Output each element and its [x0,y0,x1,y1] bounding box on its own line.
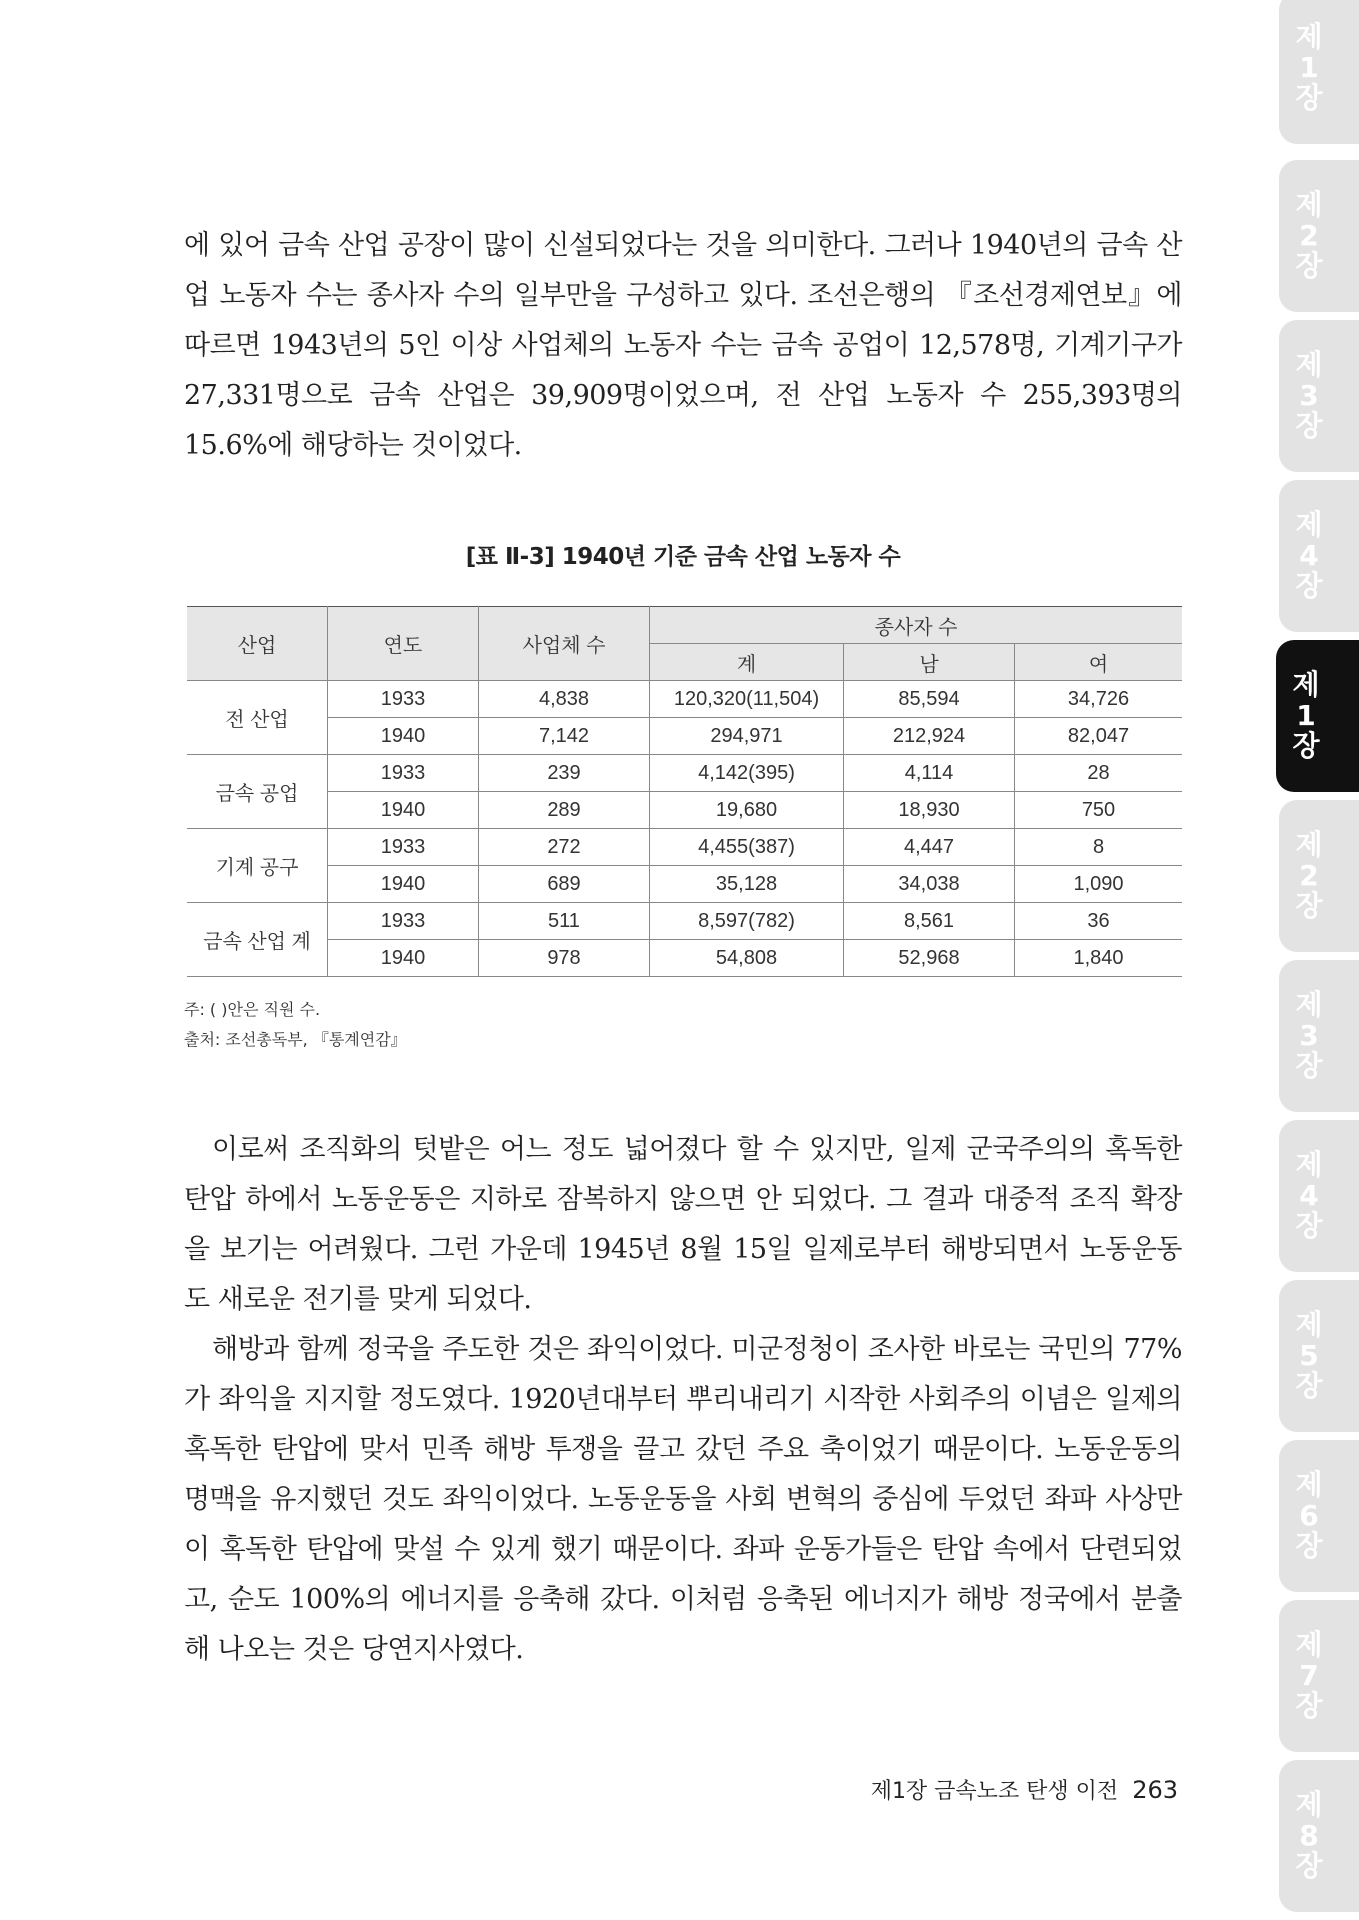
table-cell: 689 [479,866,650,903]
page-footer [871,1774,1178,1805]
table-cell: 54,808 [650,940,844,977]
table-cell: 978 [479,940,650,977]
table-cell: 52,968 [844,940,1015,977]
chapter-tab[interactable] [1279,1760,1359,1912]
chapter-tab-label: 장 [1295,889,1323,923]
table-cell: 18,930 [844,792,1015,829]
table-cell: 4,447 [844,829,1015,866]
table-cell: 4,455(387) [650,829,844,866]
table-cell: 8,561 [844,903,1015,940]
chapter-tab[interactable] [1279,160,1359,312]
chapter-tab-label: 2 [1299,218,1319,252]
chapter-tab-label: 제 [1295,1787,1323,1821]
chapter-tab-label: 제 [1295,1627,1323,1661]
table-cell: 1933 [328,681,479,718]
table-cell: 34,038 [844,866,1015,903]
chapter-tab-label: 1 [1296,698,1316,732]
chapter-tab-label: 제 [1295,1147,1323,1181]
table-cell: 19,680 [650,792,844,829]
chapter-tab-label: 장 [1295,1369,1323,1403]
chapter-tab-label: 5 [1299,1338,1319,1372]
industry-cell: 금속 산업 계 [187,903,328,977]
chapter-tab-label: 제 [1295,347,1323,381]
chapter-tab-label: 3 [1299,378,1319,412]
table-cell: 1933 [328,829,479,866]
chapter-tab-active[interactable] [1276,640,1359,792]
table-cell: 294,971 [650,718,844,755]
table-cell: 85,594 [844,681,1015,718]
chapter-tab-label: 장 [1295,1529,1323,1563]
chapter-tab[interactable] [1279,320,1359,472]
chapter-tab-label: 장 [1295,569,1323,603]
chapter-tab-label: 1 [1299,50,1319,84]
chapter-tab-label: 제 [1295,827,1323,861]
table-cell: 35,128 [650,866,844,903]
industry-cell: 금속 공업 [187,755,328,829]
chapter-tab-label: 제 [1295,1307,1323,1341]
table-cell: 239 [479,755,650,792]
header-total: 계 [650,644,844,681]
chapter-tab[interactable] [1279,1120,1359,1272]
chapter-tab-label: 2 [1299,858,1319,892]
chapter-tab-label: 제 [1295,1467,1323,1501]
chapter-tab-label: 장 [1292,729,1320,763]
table-row [187,866,1182,903]
table-cell: 511 [479,903,650,940]
table-cell: 1940 [328,866,479,903]
chapter-tab-label: 제 [1292,667,1320,701]
body-paragraph-2: 이로써 조직화의 텃밭은 어느 정도 넓어졌다 할 수 있지만, 일제 군국주의의 혹독한 탄압 하에서 노동운동은 지하로 잠복하지 않으면 안 되었다. 그 결과 대중적 조직 확장을 보기는 어려웠다. 그런 가운데 1945년 8월 15일 일제로부터 해방되면서 노동운동도 새로운 전기를 맞게 되었다. [184,1134,1182,1315]
chapter-tab-label: 4 [1299,1178,1319,1212]
footer-chapter-title: 제1장 금속노조 탄생 이전 [870,1779,1119,1804]
body-paragraph-1: 에 있어 금속 산업 공장이 많이 신설되었다는 것을 의미한다. 그러나 1940년의 금속 산업 노동자 수는 종사자 수의 일부만을 구성하고 있다. 조선은행의 『조선경제연보』에 따르면 1943년의 5인 이상 사업체의 노동자 수는 금속 공업이 12,578명, 기계기구가 27,331명으로 금속 산업은 39,909명이었으며, 전 산업 노동자 수 255,393명의 15.6%에 해당하는 것이었다. [184,230,1182,461]
header-female: 여 [1015,644,1183,681]
table-notes [184,995,407,1055]
chapter-tab[interactable] [1279,1440,1359,1592]
table-cell: 34,726 [1015,681,1183,718]
labor-statistics-table [187,606,1182,977]
chapter-tab-label: 제 [1295,987,1323,1021]
header-employees: 종사자 수 [650,607,1183,644]
body-paragraph-3: 해방과 함께 정국을 주도한 것은 좌익이었다. 미군정청이 조사한 바로는 국민의 77%가 좌익을 지지할 정도였다. 1920년대부터 뿌리내리기 시작한 사회주의 이념은 일제의 혹독한 탄압에 맞서 민족 해방 투쟁을 끌고 갔던 주요 축이었기 때문이다. 노동운동의 명맥을 유지했던 것도 좌익이었다. 노동운동을 사회 변혁의 중심에 두었던 좌파 사상만이 혹독한 탄압에 맞설 수 있게 했기 때문이다. 좌파 운동가들은 탄압 속에서 단련되었고, 순도 100%의 에너지를 응축해 갔다. 이처럼 응축된 에너지가 해방 정국에서 분출해 나오는 것은 당연지사였다. [184,1334,1182,1665]
table-cell: 1933 [328,903,479,940]
table-row [187,940,1182,977]
chapter-tab-label: 7 [1299,1658,1319,1692]
table-row [187,755,1182,792]
table-cell: 36 [1015,903,1183,940]
chapter-tab-label: 4 [1299,538,1319,572]
chapter-tab-label: 장 [1295,81,1323,115]
table-cell: 750 [1015,792,1183,829]
table-cell: 212,924 [844,718,1015,755]
industry-cell: 기계 공구 [187,829,328,903]
table-cell: 1940 [328,718,479,755]
chapter-tab[interactable] [1279,480,1359,632]
chapter-tab-label: 장 [1295,1049,1323,1083]
chapter-tab[interactable] [1279,800,1359,952]
table-cell: 1940 [328,940,479,977]
chapter-tab[interactable] [1279,1280,1359,1432]
table-note: 주: ( )안은 직원 수. [184,1000,321,1019]
header-male: 남 [844,644,1015,681]
header-year: 연도 [328,607,479,681]
chapter-tab-label: 제 [1295,507,1323,541]
chapter-tab-label: 제 [1295,19,1323,53]
table-cell: 7,142 [479,718,650,755]
table-cell: 1,840 [1015,940,1183,977]
table-cell: 1933 [328,755,479,792]
chapter-tab-label: 장 [1295,1209,1323,1243]
header-businesses: 사업체 수 [479,607,650,681]
page-number: 263 [1132,1776,1178,1804]
table-title: [표 Ⅱ-3] 1940년 기준 금속 산업 노동자 수 [465,544,901,570]
table-row [187,718,1182,755]
table-cell: 82,047 [1015,718,1183,755]
table-cell: 4,838 [479,681,650,718]
chapter-tab[interactable] [1279,1600,1359,1752]
table-source: 출처: 조선총독부, 『통계연감』 [184,1030,407,1049]
table-cell: 120,320(11,504) [650,681,844,718]
table-cell: 28 [1015,755,1183,792]
table-cell: 4,142(395) [650,755,844,792]
table-row [187,903,1182,940]
chapter-tab-label: 장 [1295,1689,1323,1723]
table-row [187,681,1182,718]
chapter-tab-label: 3 [1299,1018,1319,1052]
chapter-tab-label: 6 [1299,1498,1319,1532]
table-row [187,829,1182,866]
chapter-tab-label: 장 [1295,1849,1323,1883]
table-body [187,681,1182,977]
table-cell: 4,114 [844,755,1015,792]
chapter-tab-label: 제 [1295,187,1323,221]
chapter-tab-label: 장 [1295,409,1323,443]
table-cell: 8 [1015,829,1183,866]
table-cell: 8,597(782) [650,903,844,940]
chapter-tab[interactable] [1279,960,1359,1112]
header-industry: 산업 [187,607,328,681]
table-cell: 272 [479,829,650,866]
table-row [187,792,1182,829]
table-cell: 1,090 [1015,866,1183,903]
table-cell: 289 [479,792,650,829]
chapter-tab[interactable] [1279,0,1359,144]
chapter-tab-label: 장 [1295,249,1323,283]
industry-cell: 전 산업 [187,681,328,755]
table-cell: 1940 [328,792,479,829]
chapter-tab-label: 8 [1299,1818,1319,1852]
